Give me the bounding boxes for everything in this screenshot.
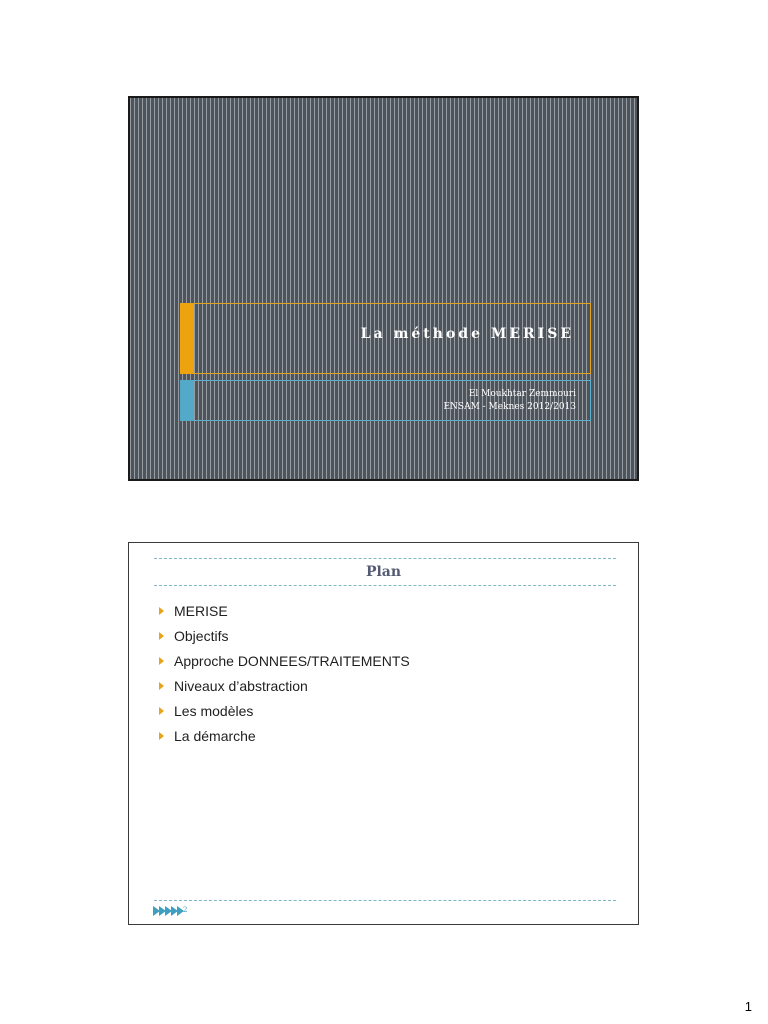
list-item xyxy=(157,626,410,651)
bullet-text: Objectifs xyxy=(174,628,229,644)
triangle-right-icon xyxy=(159,682,164,690)
triangle-right-icon xyxy=(159,632,164,640)
bullet-text: Approche DONNEES/TRAITEMENTS xyxy=(174,653,410,669)
plan-title: Plan xyxy=(365,564,402,580)
triangle-right-icon xyxy=(159,707,164,715)
list-item xyxy=(157,726,410,751)
orange-accent-bar xyxy=(180,303,194,374)
bullet-text: Les modèles xyxy=(174,703,254,719)
slide-title: La méthode MERISE xyxy=(360,326,574,342)
author-name: El Moukhtar Zemmouri xyxy=(468,389,576,399)
footer-dashed-divider xyxy=(154,900,616,901)
plan-slide xyxy=(128,542,639,925)
triangle-right-icon xyxy=(159,732,164,740)
page-number: 1 xyxy=(744,999,752,1014)
triangle-right-icon xyxy=(159,607,164,615)
list-item xyxy=(157,701,410,726)
title-dashed-divider xyxy=(154,585,616,586)
list-item xyxy=(157,601,410,626)
subtitle-box xyxy=(180,380,591,421)
slide-number: 2 xyxy=(183,906,188,914)
blue-accent-bar xyxy=(180,380,194,421)
institution-year: ENSAM - Meknes 2012/2013 xyxy=(443,402,576,412)
bullet-text: MERISE xyxy=(174,603,228,619)
title-slide xyxy=(128,96,639,481)
title-box xyxy=(180,303,591,374)
triangle-right-icon xyxy=(159,657,164,665)
bullet-text: Niveaux d’abstraction xyxy=(174,678,308,694)
plan-bullet-list xyxy=(157,601,410,751)
list-item xyxy=(157,676,410,701)
list-item xyxy=(157,651,410,676)
bullet-text: La démarche xyxy=(174,728,256,744)
top-dashed-divider xyxy=(154,558,616,559)
